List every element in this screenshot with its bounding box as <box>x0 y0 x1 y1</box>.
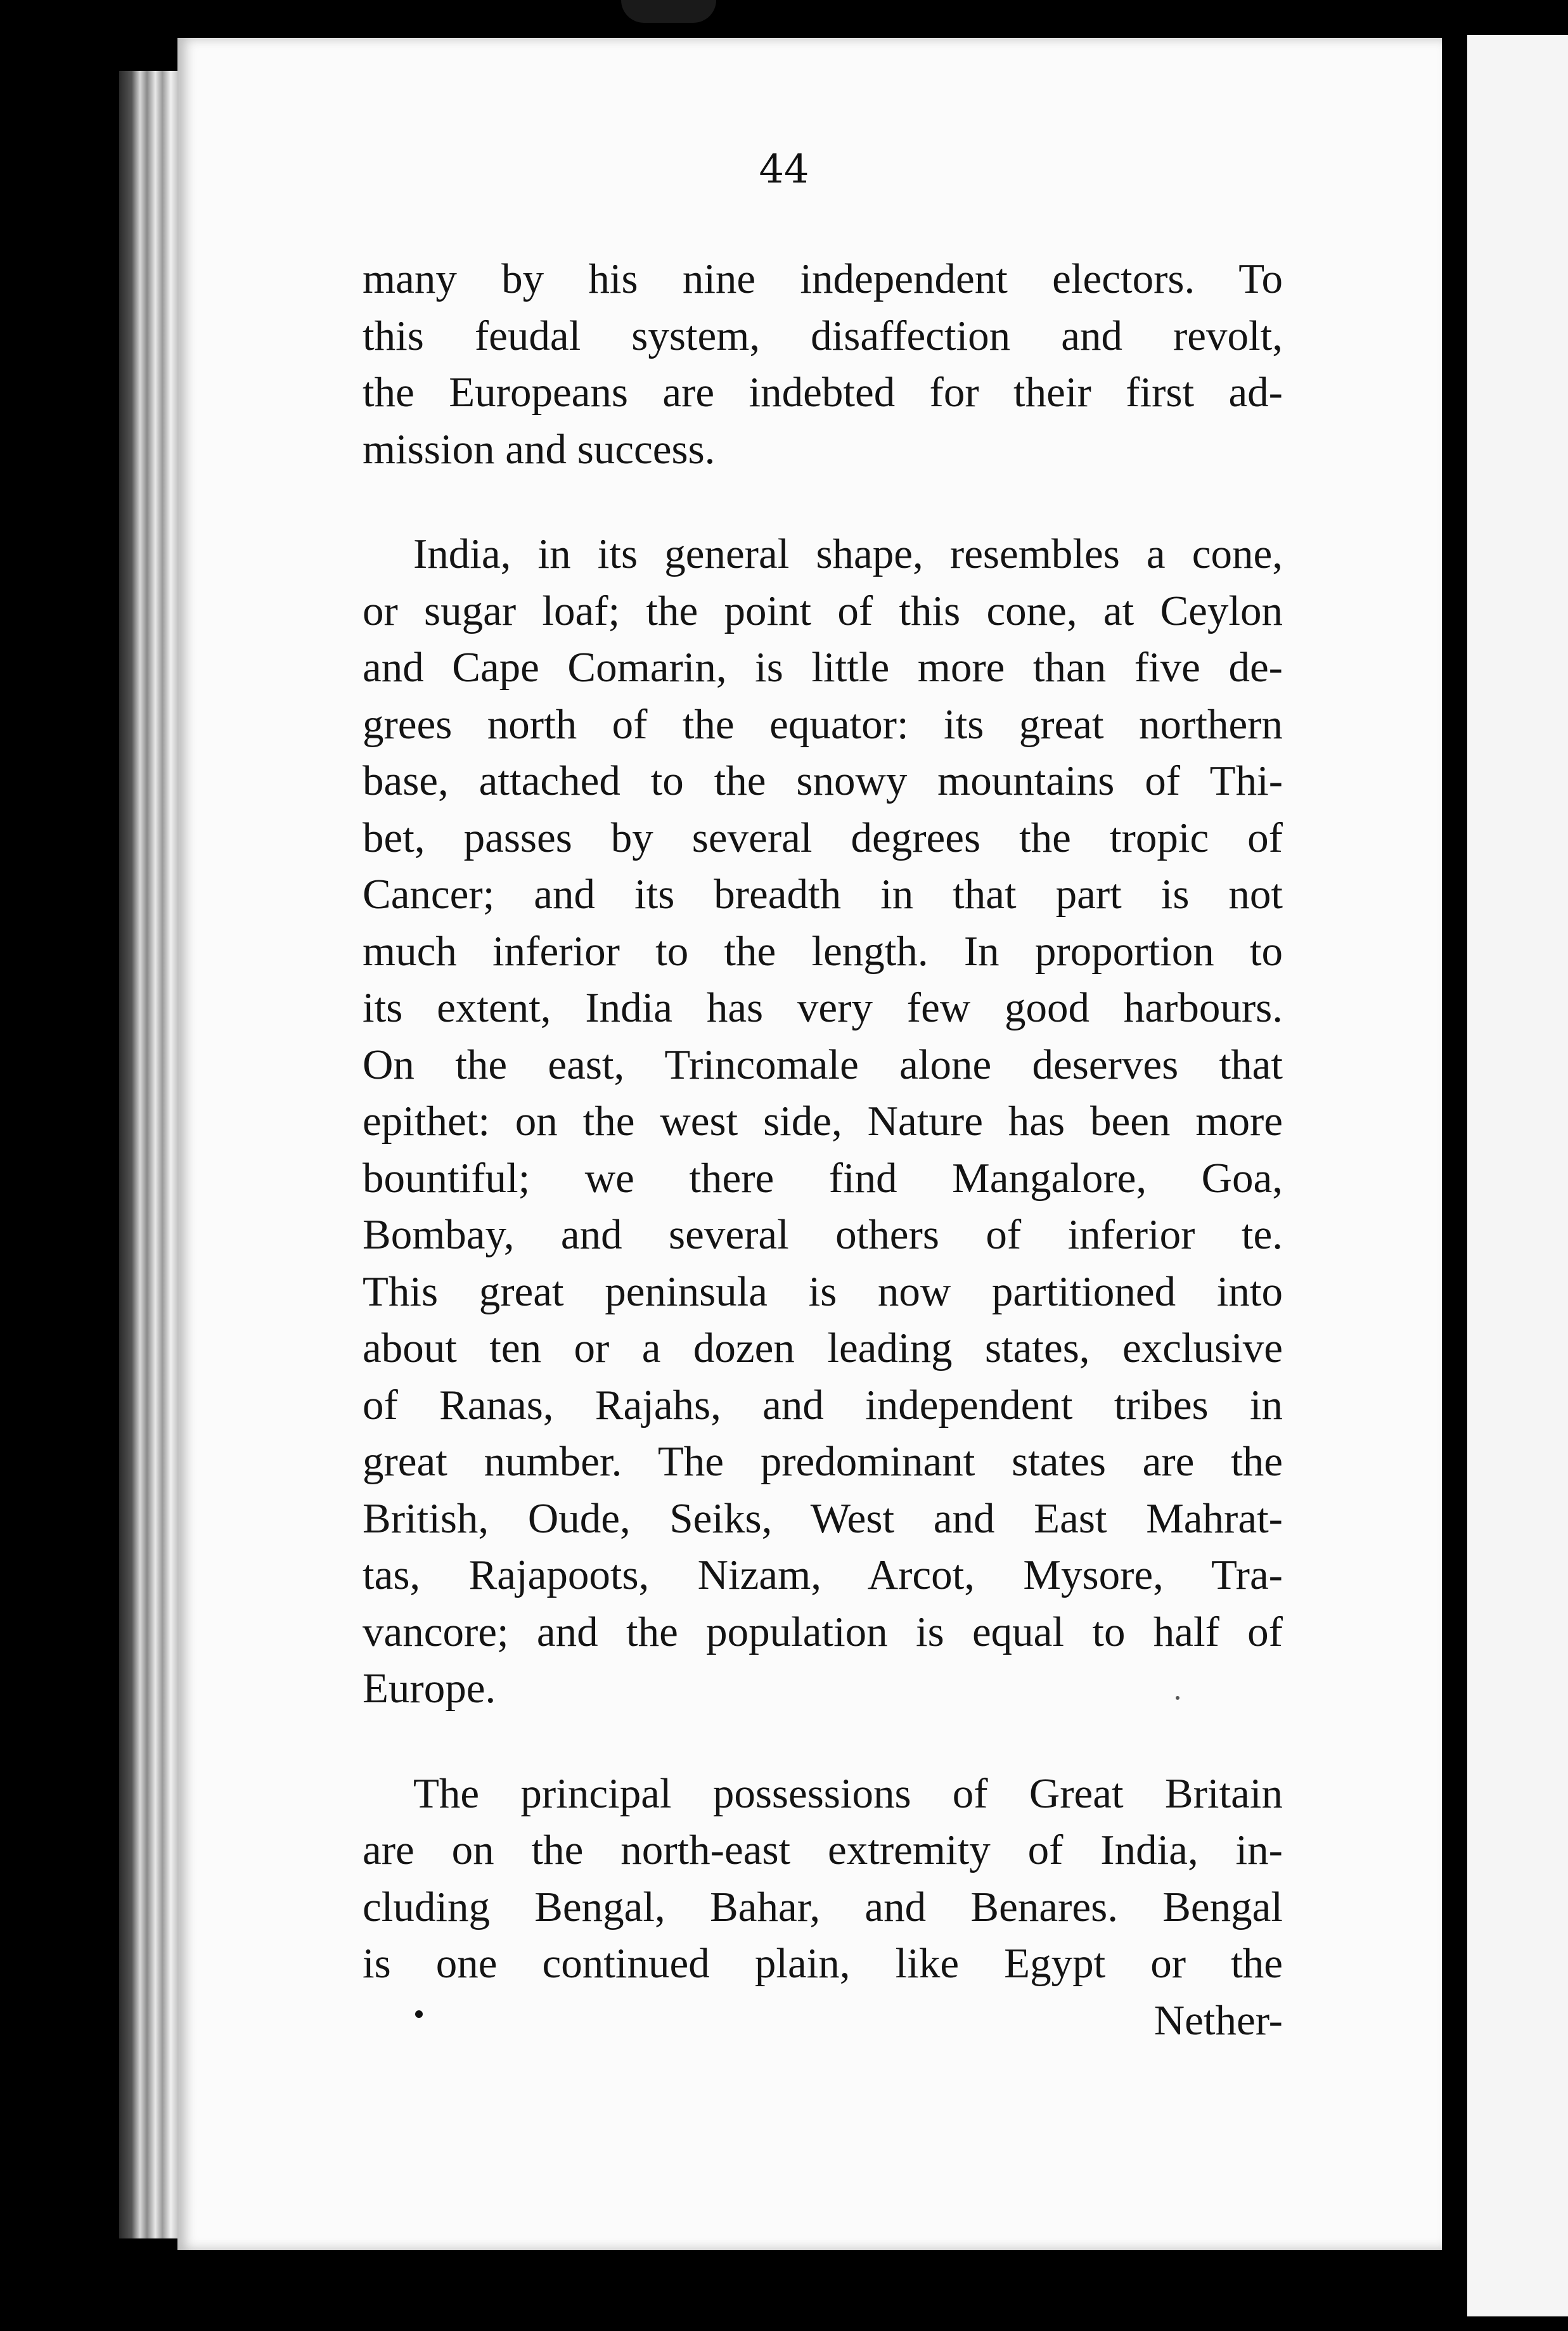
text-line: its extent, India has very few good harbours. <box>363 984 1283 1031</box>
text-line: base, attached to the snowy mountains of Thi- <box>363 757 1283 804</box>
text-line: India, in its general shape, resembles a cone, <box>413 530 1283 577</box>
text-line: cluding Bengal, Bahar, and Benares. Bengal <box>363 1883 1283 1930</box>
text-line: are on the north-east extremity of India, in- <box>363 1827 1283 1873</box>
text-line: this feudal system, disaffection and revolt, <box>363 312 1283 359</box>
text-line: the Europeans are indebted for their first ad- <box>363 369 1283 416</box>
text-line: This great peninsula is now partitioned into <box>363 1268 1283 1315</box>
text-line: Cancer; and its breadth in that part is not <box>363 871 1283 918</box>
text-line: much inferior to the length. In proportion to <box>363 927 1283 975</box>
text-line: On the east, Trincomale alone deserves that <box>363 1041 1283 1088</box>
catchword: Nether- <box>1154 1996 1283 2044</box>
text-line: is one continued plain, like Egypt or the <box>363 1940 1283 1987</box>
scan-artifact <box>621 0 716 23</box>
text-line: grees north of the equator: its great northern <box>363 700 1283 748</box>
ink-speck <box>1176 1696 1179 1700</box>
text-line: mission and success. <box>363 425 716 473</box>
text-line: Europe. <box>363 1665 496 1712</box>
text-line: epithet: on the west side, Nature has been more <box>363 1098 1283 1145</box>
text-line: bet, passes by several degrees the tropic of <box>363 814 1283 861</box>
text-line: The principal possessions of Great Britain <box>413 1769 1283 1817</box>
body-text <box>363 251 1283 2049</box>
facing-page-edge <box>1467 35 1568 2316</box>
text-line: British, Oude, Seiks, West and East Mahrat- <box>363 1494 1283 1542</box>
text-line: or sugar loaf; the point of this cone, at Ceylon <box>363 587 1283 634</box>
text-line: about ten or a dozen leading states, exclusive <box>363 1325 1283 1371</box>
text-line: great number. The predominant states are the <box>363 1438 1283 1485</box>
text-line: bountiful; we there find Mangalore, Goa, <box>363 1154 1283 1202</box>
text-line: tas, Rajapoots, Nizam, Arcot, Mysore, Tra- <box>363 1551 1283 1598</box>
text-line: many by his nine independent electors. To <box>363 255 1283 302</box>
ink-dot <box>415 2010 423 2018</box>
text-line: vancore; and the population is equal to half of <box>363 1608 1283 1655</box>
text-line: of Ranas, Rajahs, and independent tribes in <box>363 1381 1283 1429</box>
text-line: Bombay, and several others of inferior te. <box>363 1211 1283 1258</box>
page-number: 44 <box>759 146 809 192</box>
text-line: and Cape Comarin, is little more than five de- <box>363 644 1283 691</box>
